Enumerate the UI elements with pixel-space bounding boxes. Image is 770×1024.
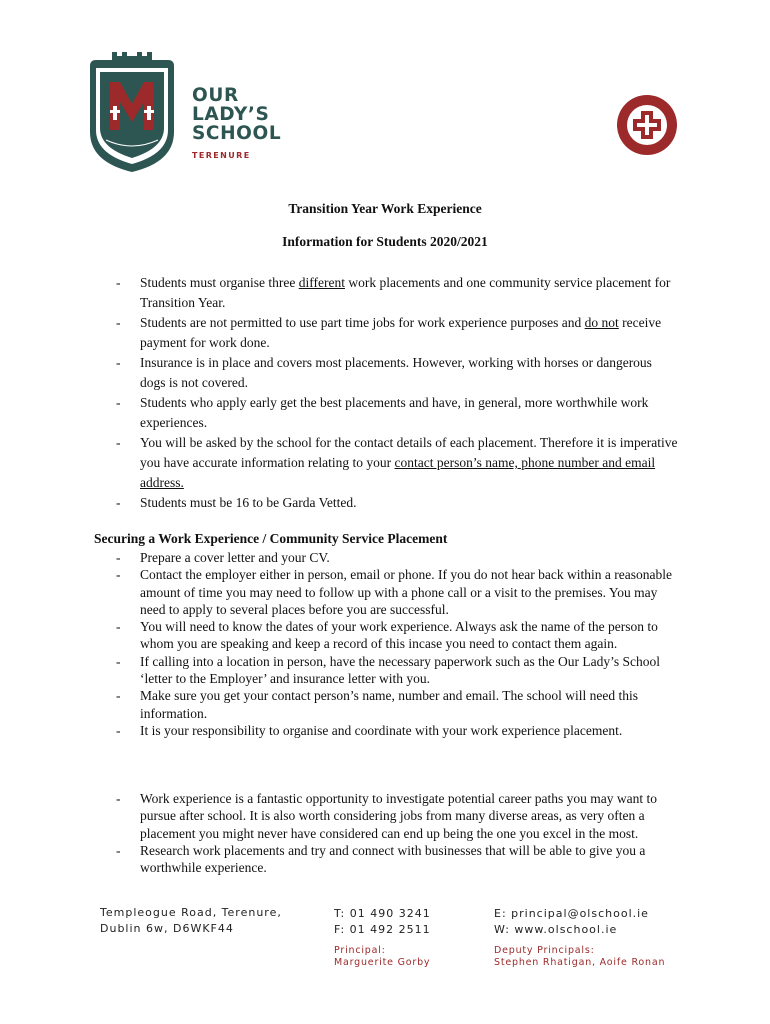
info-list (114, 273, 680, 513)
list-item: - If calling into a location in person, have the necessary paperwork such as the Our Lady’s School ‘letter to the Employer’ and insurance letter with you. (114, 653, 680, 688)
footer-principal: Principal: Marguerite Gorby (334, 945, 431, 968)
school-name-line-1: OUR (192, 85, 239, 106)
footer-phone: T: 01 490 3241 F: 01 492 2511 (334, 907, 431, 936)
section-heading: Securing a Work Experience / Community Service Placement (94, 531, 448, 546)
list-item: - Students must organise three different work placements and one community service placement for Transition Year. (114, 273, 680, 313)
list-item: - Insurance is in place and covers most placements. However, working with horses or dangerous dogs is not covered. (114, 353, 680, 393)
document-title: Transition Year Work Experience (288, 201, 482, 216)
list-item: - Prepare a cover letter and your CV. (114, 549, 680, 566)
footer-contact (494, 906, 649, 938)
placement-steps-list (114, 549, 680, 739)
list-item: - You will be asked by the school for the contact details of each placement. Therefore it is imperative you have accurate information relating to your contact person’s name, phone number and email address. (114, 433, 680, 493)
school-crest-logo (84, 46, 180, 174)
document-subtitle: Information for Students 2020/2021 (282, 234, 488, 249)
school-name-line-3: SCHOOL (192, 123, 282, 144)
list-item: - Students who apply early get the best placements and have, in general, more worthwhile work experiences. (114, 393, 680, 433)
list-item: - Students must be 16 to be Garda Vetted. (114, 493, 680, 513)
list-item: - Research work placements and try and connect with businesses that will be able to give you a worthwhile experience. (114, 842, 680, 877)
closing-notes-list (114, 790, 680, 876)
footer-website[interactable]: W: www.olschool.ie (494, 923, 618, 936)
list-item: - Students are not permitted to use part time jobs for work experience purposes and do not receive payment for work done. (114, 313, 680, 353)
school-name-line-2: LADY’S (192, 104, 270, 125)
list-item: - Make sure you get your contact person’s name, number and email. The school will need this information. (114, 687, 680, 722)
list-item: - It is your responsibility to organise and coordinate with your work experience placement. (114, 722, 680, 739)
footer-address: Templeogue Road, Terenure, Dublin 6w, D6WKF44 (100, 906, 282, 935)
le-cheile-seal-logo (606, 82, 688, 164)
list-item: - Work experience is a fantastic opportunity to investigate potential career paths you may want to pursue after school. It is also worth considering jobs from many diverse areas, as very often a placement you might never have considered can end up being the one you excel in the most. (114, 790, 680, 842)
list-item: - Contact the employer either in person, email or phone. If you do not hear back within a reasonable amount of time you may need to follow up with a phone call or a visit to the premises. You may need to apply to several places before you are successful. (114, 566, 680, 618)
footer-email[interactable]: E: principal@olschool.ie (494, 907, 649, 920)
footer-deputy-principals: Deputy Principals: Stephen Rhatigan, Aoife Ronan (494, 945, 666, 968)
school-name-wordmark (192, 86, 281, 161)
list-item: - You will need to know the dates of your work experience. Always ask the name of the person to whom you are speaking and keep a record of this incase you need to contact them again. (114, 618, 680, 653)
school-location: TERENURE (192, 151, 251, 160)
